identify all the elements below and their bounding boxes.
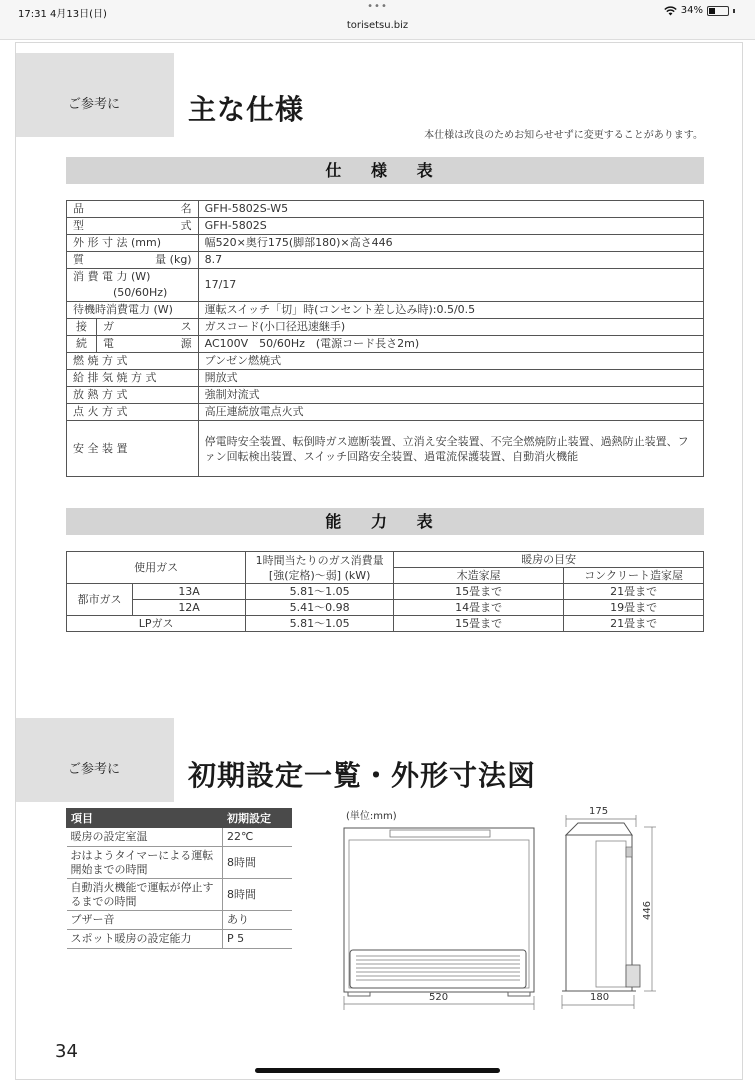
table-row: 消 費 電 力 (W) (50/60Hz) 17/17	[67, 269, 704, 302]
status-bar	[0, 0, 755, 40]
table-header-row: 項目 初期設定	[67, 809, 292, 828]
battery-percent: 34%	[680, 5, 703, 16]
width-dimension: 520	[429, 992, 449, 1003]
table-row: 外 形 寸 法 (mm) 幅520×奥行175(脚部180)×高さ446	[67, 235, 704, 252]
table-header-row: 使用ガス 1時間当たりのガス消費量 [強(定格)〜弱] (kW) 暖房の目安	[67, 552, 704, 568]
section-title: 初期設定一覧・外形寸法図	[188, 759, 537, 792]
table-row: LPガス 5.81〜1.05 15畳まで 21畳まで	[67, 616, 704, 632]
spec-table	[66, 200, 704, 477]
table-row: 給 排 気 焼 方 式 開放式	[67, 370, 704, 387]
table-row: 安 全 装 置 停電時安全装置、転倒時ガス遮断装置、立消え安全装置、不完全燃焼防止装置、過熱防止装置、ファン回転検出装置、スイッチ回路安全装置、過電流保護装置、自動消火機能	[67, 421, 704, 477]
table-row: おはようタイマーによる運転開始までの時間 8時間	[67, 847, 292, 879]
height-dimension: 446	[642, 900, 654, 921]
section-tab: ご参考に	[16, 718, 174, 802]
page-number: 34	[55, 1041, 78, 1062]
table-row: 燃 焼 方 式 ブンゼン燃焼式	[67, 353, 704, 370]
spec-table-heading: 仕 様 表	[66, 157, 704, 184]
table-row: 12A 5.41〜0.98 14畳まで 19畳まで	[67, 600, 704, 616]
table-row: 型 式 GFH-5802S	[67, 218, 704, 235]
table-header-row: 木造家屋 コンクリート造家屋	[67, 568, 704, 584]
depth-top-dimension: 175	[589, 806, 609, 817]
more-dots-icon[interactable]: •••	[367, 1, 388, 12]
table-row: 品 名 GFH-5802S-W5	[67, 201, 704, 218]
table-row: 暖房の設定室温 22℃	[67, 828, 292, 847]
table-row: ブザー音 あり	[67, 911, 292, 930]
section-tab: ご参考に	[16, 53, 174, 137]
table-row: スポット暖房の設定能力 P 5	[67, 930, 292, 949]
table-row: 接 ガ ス ガスコード(小口径迅速継手)	[67, 319, 704, 336]
url-label[interactable]: torisetsu.biz	[346, 20, 409, 31]
settings-table	[66, 808, 292, 949]
front-view-drawing	[330, 820, 550, 1010]
table-row: 都市ガス 13A 5.81〜1.05 15畳まで 21畳まで	[67, 584, 704, 600]
table-row: 自動消火機能で運転が停止するまでの時間 8時間	[67, 879, 292, 911]
capacity-table	[66, 551, 704, 632]
capacity-table-heading: 能 力 表	[66, 508, 704, 535]
table-row: 待機時消費電力 (W) 運転スイッチ「切」時(コンセント差し込み時):0.5/0.5	[67, 302, 704, 319]
home-indicator[interactable]	[255, 1068, 500, 1073]
table-row: 続 電 源 AC100V 50/60Hz (電源コード長さ2m)	[67, 336, 704, 353]
status-indicators	[664, 5, 735, 16]
page-title: 主な仕様	[188, 93, 305, 126]
table-row: 質 量 (kg) 8.7	[67, 252, 704, 269]
spec-notice: 本仕様は改良のためお知らせせずに変更することがあります。	[424, 130, 703, 141]
unit-label: (単位:mm)	[346, 811, 397, 822]
battery-icon	[707, 6, 729, 16]
table-row: 放 熱 方 式 強制対流式	[67, 387, 704, 404]
status-time: 17:31 4月13日(日)	[18, 9, 107, 20]
table-row: 点 火 方 式 高圧連続放電点火式	[67, 404, 704, 421]
wifi-icon	[664, 6, 677, 16]
depth-bottom-dimension: 180	[590, 992, 610, 1003]
